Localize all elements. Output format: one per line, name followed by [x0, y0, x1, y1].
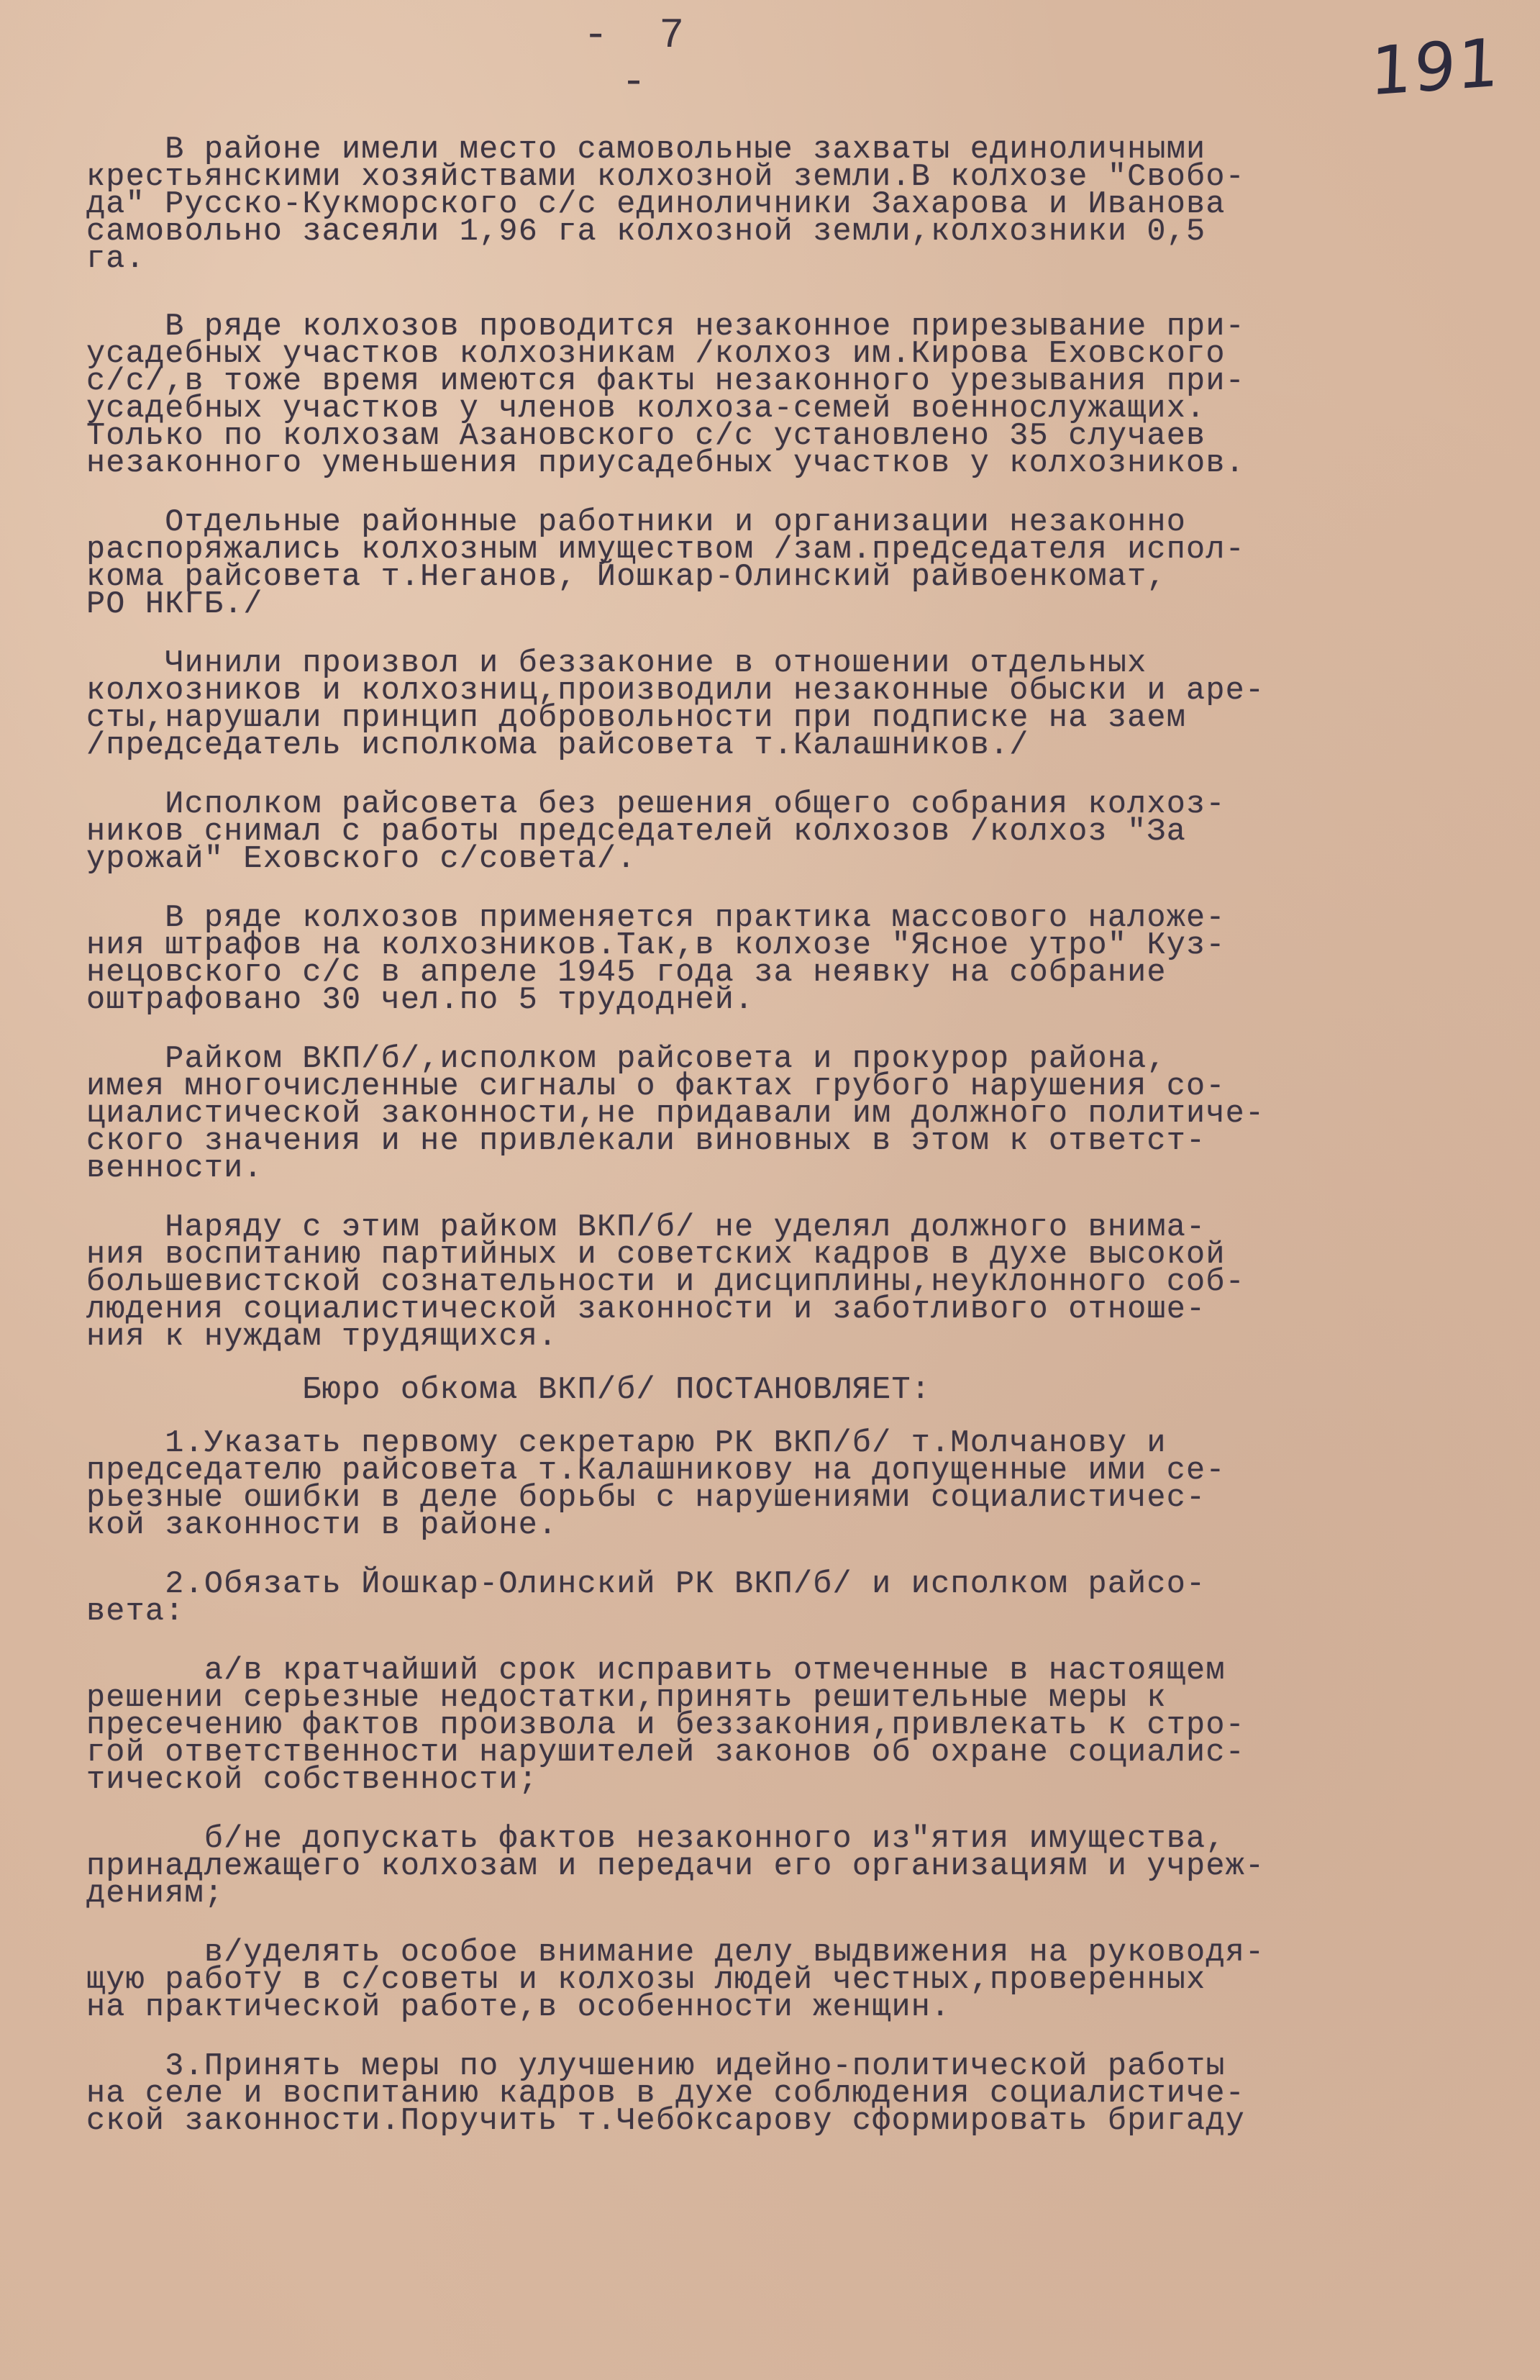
text-line: ния к нуждам трудящихся.	[86, 1320, 558, 1355]
text-line: председателю райсовета т.Калашникову на допущенные ими се-	[86, 1453, 1226, 1489]
page-number: - 7 -	[583, 13, 698, 106]
text-line: ния воспитанию партийных и советских кадров в духе высокой	[86, 1237, 1226, 1273]
paragraph	[86, 1426, 1496, 1543]
text-line: кома райсовета т.Неганов, Йошкар-Олинский райвоенкомат,	[86, 560, 1167, 595]
text-line: принадлежащего колхозам и передачи его организациям и учреж-	[86, 1849, 1265, 1884]
paragraph	[86, 1567, 1496, 1630]
text-line: тической собственности;	[86, 1763, 538, 1798]
text-line: Только по колхозам Азановского с/с установлено 35 случаев	[86, 419, 1206, 454]
text-line: Чинили произвол и беззаконие в отношении отдельных	[86, 646, 1147, 681]
paragraph	[86, 505, 1496, 622]
text-line: б/не допускать фактов незаконного из"ятия имущества,	[86, 1822, 1226, 1857]
text-line: распоряжались колхозным имуществом /зам.председателя испол-	[86, 532, 1245, 568]
text-line: урожай" Еховского с/совета/.	[86, 842, 637, 877]
text-line: решении серьезные недостатки,принять решительные меры к	[86, 1681, 1167, 1716]
text-line: 3.Принять меры по улучшению идейно-политической работы	[86, 2049, 1226, 2084]
document-body	[86, 132, 1496, 2139]
text-line: крестьянскими хозяйствами колхозной земли.В колхозе "Свобо-	[86, 160, 1245, 195]
paragraph	[86, 132, 1496, 277]
resolution-heading	[86, 1373, 1496, 1408]
text-line: пресечению фактов произвола и беззакония,привлекать к стро-	[86, 1708, 1245, 1743]
text-line: нецовского с/с в апреле 1945 года за неявку на собрание	[86, 955, 1167, 991]
text-line: усадебных участков колхозникам /колхоз им.Кирова Еховского	[86, 337, 1226, 372]
text-line: Наряду с этим райком ВКП/б/ не уделял должного внима-	[86, 1210, 1206, 1245]
paragraph	[86, 646, 1496, 763]
text-line: дениям;	[86, 1876, 224, 1912]
text-line: ской законности.Поручить т.Чебоксарову сформировать бригаду	[86, 2104, 1245, 2139]
text-line: РО НКГБ./	[86, 587, 263, 622]
text-line: Исполком райсовета без решения общего собрания колхоз-	[86, 787, 1226, 822]
text-line: ников снимал с работы председателей колхозов /колхоз "За	[86, 814, 1187, 850]
text-line: 1.Указать первому секретарю РК ВКП/б/ т.Молчанову и	[86, 1426, 1167, 1461]
text-line: большевистской сознательности и дисциплины,неуклонного соб-	[86, 1265, 1245, 1300]
handwritten-archive-number: 191	[1369, 24, 1503, 111]
text-line: кой законности в районе.	[86, 1508, 558, 1543]
text-line: циалистической законности,не придавали им должного политиче-	[86, 1096, 1265, 1132]
text-line: ского значения и не привлекали виновных в этом к ответст-	[86, 1124, 1206, 1159]
text-line: в/уделять особое внимание делу выдвижения на руководя-	[86, 1935, 1265, 1971]
text-line: самовольно засеяли 1,96 га колхозной земли,колхозники 0,5	[86, 214, 1206, 250]
text-line: на селе и воспитанию кадров в духе соблюдения социалистиче-	[86, 2076, 1245, 2112]
text-line: /председатель исполкома райсовета т.Калашников./	[86, 728, 1029, 763]
text-line: имея многочисленные сигналы о фактах грубого нарушения со-	[86, 1069, 1226, 1104]
paragraph	[86, 1210, 1496, 1355]
text-line: щую работу в с/советы и колхозы людей честных,проверенных	[86, 1963, 1206, 1998]
text-line: рьезные ошибки в деле борьбы с нарушениями социалистичес-	[86, 1481, 1206, 1516]
paragraph	[86, 1822, 1496, 1912]
text-line: га.	[86, 242, 145, 277]
text-line: да" Русско-Кукморского с/с единоличники Захарова и Иванова	[86, 187, 1226, 222]
text-line: В ряде колхозов проводится незаконное прирезывание при-	[86, 309, 1245, 345]
paragraph	[86, 787, 1496, 877]
paragraph	[86, 1653, 1496, 1798]
text-line: а/в кратчайший срок исправить отмеченные в настоящем	[86, 1653, 1226, 1689]
text-line: на практической работе,в особенности женщин.	[86, 1990, 951, 2025]
paragraph	[86, 309, 1496, 481]
text-line: колхозников и колхозниц,производили незаконные обыски и аре-	[86, 673, 1265, 709]
text-line: венности.	[86, 1151, 263, 1186]
text-line: вета:	[86, 1594, 185, 1630]
text-line: В ряде колхозов применяется практика массового наложе-	[86, 901, 1226, 936]
text-line: 2.Обязать Йошкар-Олинский РК ВКП/б/ и исполком райсо-	[86, 1567, 1206, 1602]
text-line: незаконного уменьшения приусадебных участков у колхозников.	[86, 446, 1245, 481]
text-line: сты,нарушали принцип добровольности при подписке на заем	[86, 701, 1187, 736]
text-line: людения социалистической законности и заботливого отноше-	[86, 1292, 1206, 1327]
text-line: Райком ВКП/б/,исполком райсовета и прокурор района,	[86, 1042, 1167, 1077]
paragraph	[86, 1935, 1496, 2025]
text-line: ния штрафов на колхозников.Так,в колхозе "Ясное утро" Куз-	[86, 928, 1226, 963]
paragraph	[86, 2049, 1496, 2139]
text-line: с/с/,в тоже время имеются факты незаконного урезывания при-	[86, 364, 1245, 399]
text-line: гой ответственности нарушителей законов об охране социалис-	[86, 1735, 1245, 1771]
text-line: усадебных участков у членов колхоза-семей военнослужащих.	[86, 391, 1206, 427]
text-line: Бюро обкома ВКП/б/ ПОСТАНОВЛЯЕТ:	[86, 1373, 931, 1408]
paragraph	[86, 1042, 1496, 1186]
text-line: Отдельные районные работники и организации незаконно	[86, 505, 1187, 540]
text-line: оштрафовано 30 чел.по 5 трудодней.	[86, 983, 755, 1018]
paragraph	[86, 901, 1496, 1018]
text-line: В районе имели место самовольные захваты единоличными	[86, 132, 1206, 168]
